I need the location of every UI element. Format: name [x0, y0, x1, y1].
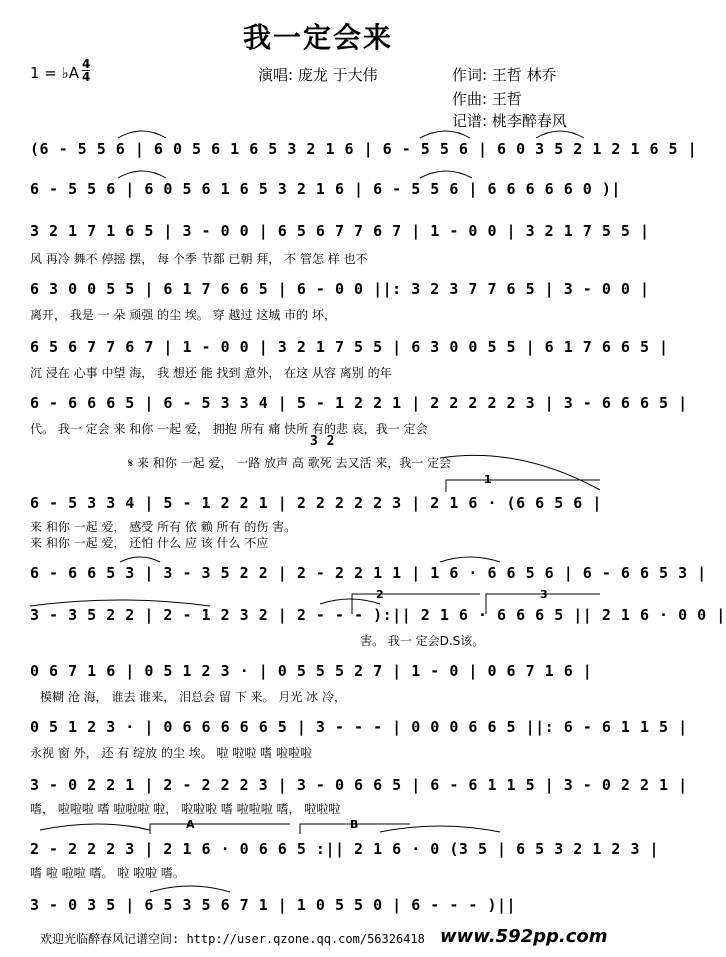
- slur-arc: [420, 171, 472, 178]
- score-line-12: 3 - 0 2 2 1 | 2 - 2 2 2 3 | 3 - 0 6 6 5 | 6 - 6 1 1 5 | 3 - 0 2 2 1 |: [30, 776, 688, 794]
- section-mark-a: A: [186, 818, 195, 831]
- lyric-line-3: 风 再冷 舞不 停摇 摆， 每 个季 节都 已朝 拜， 不 管怎 样 也不: [30, 252, 368, 266]
- score-extra-note: 3 2: [310, 434, 335, 449]
- score-line-9: 3 - 3 5 2 2 | 2 - 1 2 3 2 | 2 - - - ):|| 2 1 6 · 6 6 6 5 || 2 1 6 · 0 0 |: [30, 606, 726, 624]
- slur-arc: [536, 131, 584, 138]
- slur-arc: [118, 131, 166, 138]
- lyric-line-12: 嗜， 啦啦啦 嗜 啦啦啦 啦， 啦啦啦 嗜 啦啦啦 嗜， 啦啦啦: [30, 802, 341, 816]
- lyric-line-7b: 来 和你 一起 爱， 还怕 什么 应 该 什么 不应: [30, 536, 269, 550]
- score-line-2: 6 - 5 5 6 | 6 0 5 6 1 6 5 3 2 1 6 | 6 - 5 5 6 | 6 6 6 6 6 0 )|: [30, 180, 621, 198]
- lyric-line-6a: 代。 我一 定会 来 和你 一起 爱， 拥抱 所有 痛 快所 有的悲 哀，我一 定会: [30, 422, 428, 436]
- slur-arc: [40, 824, 150, 830]
- footer-text: 欢迎光临醉春风记谱空间: http://user.qzone.qq.com/56326418: [40, 932, 425, 946]
- score-line-4: 6 3 0 0 5 5 | 6 1 7 6 6 5 | 6 - 0 0 ||: 3 2 3 7 7 6 5 | 3 - 0 0 |: [30, 280, 650, 298]
- score-line-6: 6 - 6 6 6 5 | 6 - 5 3 3 4 | 5 - 1 2 2 1 | 2 2 2 2 2 3 | 3 - 6 6 6 5 |: [30, 394, 688, 412]
- slur-arc: [440, 557, 500, 562]
- section-bracket-b: [300, 824, 410, 834]
- slur-arc: [118, 171, 166, 178]
- transcriber: 记谱: 桃李醉春风: [452, 112, 567, 130]
- lyric-line-7a: 来 和你 一起 爱， 感受 所有 依 赖 所有 的伤 害。: [30, 520, 297, 534]
- slur-arc: [440, 455, 600, 490]
- volta-bracket-2: [352, 594, 480, 614]
- volta-mark-2: 2: [376, 588, 384, 601]
- slur-arc: [30, 600, 210, 606]
- slur-arc: [150, 886, 230, 892]
- slur-arc: [320, 599, 380, 604]
- lyric-line-6b: 𝄋 来 和你 一起 爱， 一路 放声 高 歌死 去又活 来，我一 定会: [128, 456, 452, 470]
- time-signature-bottom: 4: [82, 70, 91, 84]
- lyric-line-11: 永视 窗 外， 还 有 绽放 的尘 埃。 啦 啦啦 嗜 啦啦啦: [30, 746, 312, 760]
- score-line-11: 0 5 1 2 3 · | 0 6 6 6 6 6 5 | 3 - - - | 0 0 0 6 6 5 ||: 6 - 6 1 1 5 |: [30, 718, 688, 736]
- page-title: 我一定会来: [242, 21, 393, 54]
- score-line-7: 6 - 5 3 3 4 | 5 - 1 2 2 1 | 2 2 2 2 2 3 | 2 1 6 · (6 6 5 6 |: [30, 494, 602, 512]
- section-mark-b: B: [350, 818, 359, 831]
- website-logo: www.592pp.com: [440, 926, 608, 947]
- slur-arc: [120, 557, 160, 562]
- score-line-8: 6 - 6 6 5 3 | 3 - 3 5 2 2 | 2 - 2 2 1 1 | 1 6 · 6 6 5 6 | 6 - 6 6 5 3 |: [30, 564, 707, 582]
- key-signature: 1 = ♭A: [30, 64, 79, 82]
- volta-mark-3: 3: [540, 588, 548, 601]
- score-line-10: 0 6 7 1 6 | 0 5 1 2 3 · | 0 5 5 5 2 7 | 1 - 0 | 0 6 7 1 6 |: [30, 662, 593, 680]
- slur-arc: [380, 826, 500, 832]
- time-signature-top: 4: [82, 57, 91, 71]
- slur-arc: [420, 131, 470, 138]
- volta-bracket-3: [486, 594, 600, 614]
- section-bracket-a: [150, 824, 290, 834]
- lyricist: 作词: 王哲 林乔: [452, 66, 557, 84]
- singers: 演唱: 庞龙 于大伟: [258, 66, 378, 84]
- score-line-1: (6 - 5 5 6 | 6 0 5 6 1 6 5 3 2 1 6 | 6 - 5 5 6 | 6 0 3 5 2 1 2 1 6 5 |: [30, 140, 698, 158]
- score-line-3: 3 2 1 7 1 6 5 | 3 - 0 0 | 6 5 6 7 7 6 7 | 1 - 0 0 | 3 2 1 7 5 5 |: [30, 222, 650, 240]
- lyric-line-10: 模糊 沧 海， 谁去 谁来， 泪总会 留 下 来。 月光 冰 冷，: [40, 690, 346, 704]
- volta-mark-1: 1: [484, 473, 492, 486]
- volta-bracket-1: [446, 480, 600, 492]
- score-line-5: 6 5 6 7 7 6 7 | 1 - 0 0 | 3 2 1 7 5 5 | 6 3 0 0 5 5 | 6 1 7 6 6 5 |: [30, 338, 669, 356]
- lyric-line-5: 沉 浸在 心事 中望 海， 我 想还 能 找到 意外， 在这 从容 离别 的年: [30, 366, 392, 380]
- score-line-13: 2 - 2 2 2 3 | 2 1 6 · 0 6 6 5 :|| 2 1 6 · 0 (3 5 | 6 5 3 2 1 2 3 |: [30, 840, 660, 858]
- lyric-line-9: 害。 我一 定会D.S该。: [360, 634, 485, 648]
- lyric-line-13: 嗜 啦 啦啦 嗜。 啦 啦啦 嗜。: [30, 866, 185, 880]
- composer: 作曲: 王哲: [452, 90, 522, 108]
- score-line-14: 3 - 0 3 5 | 6 5 3 5 6 7 1 | 1 0 5 5 0 | 6 - - - )||: [30, 896, 517, 914]
- lyric-line-4: 离开， 我是 一 朵 顽强 的尘 埃。 穿 越过 这城 市的 坏，: [30, 308, 336, 322]
